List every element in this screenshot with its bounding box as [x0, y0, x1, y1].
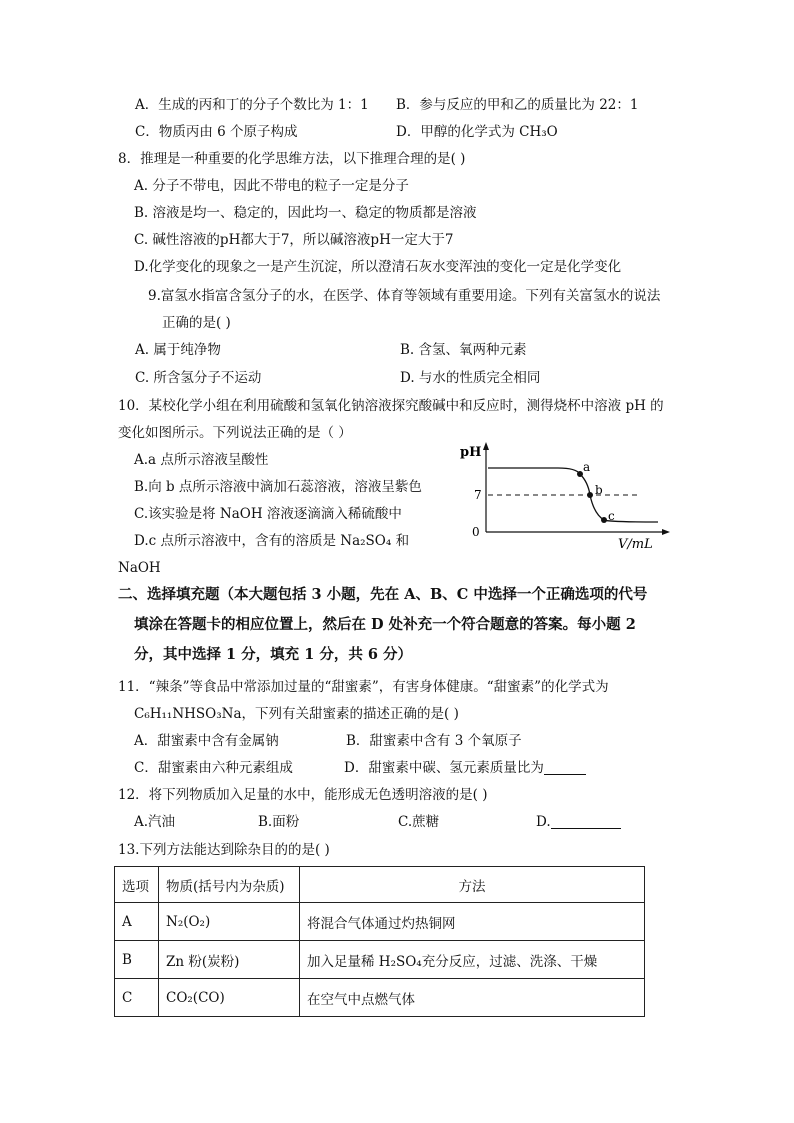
x-axis-arrow — [662, 529, 670, 535]
row-substance: N₂(O₂) — [159, 903, 300, 941]
row-option: C — [115, 979, 159, 1017]
header-method: 方法 — [300, 867, 645, 903]
table-row — [115, 941, 645, 979]
q12-option-a: A.汽油 — [134, 814, 176, 830]
point-c-label: c — [608, 509, 615, 523]
q9-option-c: C. 所含氢分子不运动 — [135, 370, 262, 386]
ph7-tick-label: 7 — [474, 488, 482, 502]
row-option: B — [115, 941, 159, 979]
q12-option-b: B.面粉 — [258, 814, 300, 830]
q12-answer-blank[interactable] — [551, 814, 621, 829]
q10-stem-line2: 变化如图所示。下列说法正确的是（ ） — [118, 425, 352, 441]
row-method: 在空气中点燃气体 — [300, 979, 645, 1017]
q12-option-c: C.蔗糖 — [398, 814, 440, 830]
q11-stem-line1: 11．“辣条”等食品中常添加过量的“甜蜜素”，有害身体健康。“甜蜜素”的化学式为 — [118, 679, 609, 695]
origin-label: 0 — [472, 525, 480, 539]
q13-table — [114, 866, 645, 1017]
q7-option-a: A．生成的丙和丁的分子个数比为 1：1 — [135, 97, 369, 113]
q11-option-a: A．甜蜜素中含有金属钠 — [134, 733, 279, 749]
q10-option-b: B.向 b 点所示溶液中滴加石蕊溶液，溶液呈紫色 — [134, 479, 422, 495]
q7-option-d: D．甲醇的化学式为 CH₃O — [396, 124, 558, 140]
q9-option-d: D. 与水的性质完全相同 — [400, 370, 541, 386]
section2-heading-line1: 二、选择填充题（本大题包括 3 小题，先在 A、B、C 中选择一个正确选项的代号 — [118, 586, 648, 603]
y-axis-label: pH — [460, 445, 482, 460]
q11-answer-blank[interactable] — [544, 760, 586, 775]
q8-option-d: D.化学变化的现象之一是产生沉淀，所以澄清石灰水变浑浊的变化一定是化学变化 — [134, 259, 622, 275]
q11-option-c: C．甜蜜素由六种元素组成 — [134, 760, 293, 776]
q11-option-b: B．甜蜜素中含有 3 个氧原子 — [346, 733, 522, 749]
q7-option-c: C．物质丙由 6 个原子构成 — [135, 124, 298, 140]
point-a-label: a — [583, 460, 591, 474]
q9-option-a: A. 属于纯净物 — [135, 342, 221, 358]
q7-option-b: B．参与反应的甲和乙的质量比为 22：1 — [396, 97, 639, 113]
row-substance: CO₂(CO) — [159, 979, 300, 1017]
section2-heading-line3: 分，其中选择 1 分，填充 1 分，共 6 分） — [134, 646, 413, 663]
q10-stem-line1: 10．某校化学小组在利用硫酸和氢氧化钠溶液探究酸碱中和反应时，测得烧杯中溶液 pH 的 — [118, 398, 664, 414]
point-c — [601, 517, 607, 523]
row-substance: Zn 粉(炭粉) — [159, 941, 300, 979]
table-row — [115, 979, 645, 1017]
q10-option-a: A.a 点所示溶液呈酸性 — [134, 452, 269, 468]
row-method: 加入足量稀 H₂SO₄充分反应，过滤、洗涤、干燥 — [300, 941, 645, 979]
q13-stem: 13.下列方法能达到除杂目的的是( ) — [118, 842, 330, 858]
q10-option-d-cont: NaOH — [118, 560, 161, 576]
q11-option-d: D．甜蜜素中碳、氢元素质量比为 — [344, 758, 586, 778]
q9-stem-line1: 9.富氢水指富含氢分子的水，在医学、体育等领域有重要用途。下列有关富氢水的说法 — [148, 288, 661, 304]
section2-heading-line2: 填涂在答题卡的相应位置上，然后在 D 处补充一个符合题意的答案。每小题 2 — [134, 616, 636, 633]
row-method: 将混合气体通过灼热铜网 — [300, 903, 645, 941]
q11-stem-line2: C₆H₁₁NHSO₃Na，下列有关甜蜜素的描述正确的是( ) — [134, 706, 459, 722]
q8-option-a: A. 分子不带电，因此不带电的粒子一定是分子 — [134, 178, 409, 194]
ph-curve-graph — [458, 440, 678, 552]
row-option: A — [115, 903, 159, 941]
q10-option-c: C.该实验是将 NaOH 溶液逐滴滴入稀硫酸中 — [134, 506, 402, 522]
q8-option-b: B. 溶液是均一、稳定的，因此均一、稳定的物质都是溶液 — [134, 205, 477, 221]
table-row — [115, 903, 645, 941]
q9-stem-line2: 正确的是( ) — [162, 315, 231, 331]
header-option: 选项 — [115, 867, 159, 903]
q12-stem: 12．将下列物质加入足量的水中，能形成无色透明溶液的是( ) — [118, 787, 488, 803]
q10-option-d: D.c 点所示溶液中，含有的溶质是 Na₂SO₄ 和 — [134, 533, 410, 549]
point-b-label: b — [595, 483, 603, 497]
q8-stem: 8．推理是一种重要的化学思维方法，以下推理合理的是( ) — [118, 151, 466, 167]
point-b — [587, 492, 593, 498]
header-substance: 物质(括号内为杂质) — [159, 867, 300, 903]
q8-option-c: C. 碱性溶液的pH都大于7，所以碱溶液pH一定大于7 — [134, 232, 454, 248]
y-axis-arrow — [483, 442, 489, 450]
table-header-row — [115, 867, 645, 903]
q9-option-b: B. 含氢、氧两种元素 — [400, 342, 527, 358]
x-axis-label: V/mL — [618, 537, 653, 552]
q12-option-d: D. — [536, 812, 621, 832]
